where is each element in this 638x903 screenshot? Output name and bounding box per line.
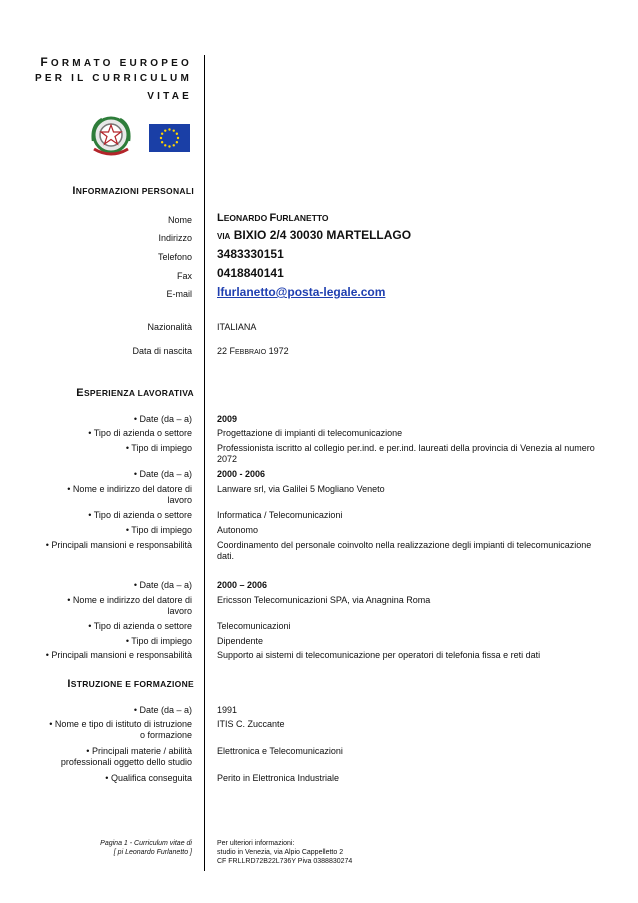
section-title-personal: INFORMAZIONI PERSONALI [72, 185, 194, 197]
job3-date-label: • Date (da – a) [133, 580, 192, 590]
edu-subjects-label: • Principali materie / abilità professionali oggetto dello studio [60, 746, 192, 767]
value-fax: 0418840141 [217, 266, 284, 280]
job2-sector: Informatica / Telecomunicazioni [217, 510, 343, 520]
job2-date: 2000 - 2006 [217, 469, 266, 479]
eu-star-icon [164, 144, 166, 146]
job3-date: 2000 – 2006 [217, 580, 268, 590]
eu-star-icon [161, 133, 163, 135]
job2-duties: Coordinamento del personale coinvolto nella realizzazione degli impianti di telecomunicazione dati. [217, 540, 592, 561]
job3-duties-label: • Principali mansioni e responsabilità [45, 650, 192, 660]
job1-type: Professionista iscritto al collegio per.ind. e per.ind. laureati della provincia di Venezia al numero 2072 [217, 443, 595, 464]
label-address: Indirizzo [158, 233, 192, 243]
label-phone: Telefono [157, 252, 192, 262]
section-title-education: ISTRUZIONE E FORMAZIONE [67, 678, 194, 690]
eu-flag-icon [149, 124, 190, 152]
edu-school-label: • Nome e tipo di istituto di istruzione o formazione [49, 719, 192, 740]
value-nationality: ITALIANA [217, 322, 257, 332]
italian-emblem-icon [88, 113, 134, 159]
label-email: E-mail [166, 289, 192, 299]
label-birth-date: Data di nascita [132, 346, 192, 356]
job2-employer-label: • Nome e indirizzo del datore di lavoro [67, 484, 192, 505]
footer-page-info: Pagina 1 - Curriculum vitae di [ pi Leonardo Furlanetto ] [100, 840, 192, 856]
eu-star-icon [161, 141, 163, 143]
job1-sector: Progettazione di impianti di telecomunicazione [217, 428, 403, 438]
eu-star-icon [176, 133, 178, 135]
job1-type-label: • Tipo di impiego [125, 443, 192, 453]
doc-title-line3: VITAE [147, 91, 192, 102]
value-name: LEONARDO FURLANETTO [217, 212, 329, 224]
label-nationality: Nazionalità [147, 322, 192, 332]
eu-star-icon [173, 144, 175, 146]
eu-star-icon [168, 145, 170, 147]
job2-sector-label: • Tipo di azienda o settore [88, 510, 192, 520]
job2-type-label: • Tipo di impiego [125, 525, 192, 535]
label-fax: Fax [176, 271, 192, 281]
doc-title-line2: PER IL CURRICULUM [35, 73, 192, 84]
value-email-link[interactable]: lfurlanetto@posta-legale.com [217, 285, 386, 299]
edu-qualification: Perito in Elettronica Industriale [217, 773, 340, 783]
job3-sector: Telecomunicazioni [217, 621, 291, 631]
eu-star-icon [173, 129, 175, 131]
edu-school: ITIS C. Zuccante [217, 719, 285, 729]
edu-qualification-label: • Qualifica conseguita [105, 773, 192, 783]
eu-star-icon [177, 137, 179, 139]
job3-employer-label: • Nome e indirizzo del datore di lavoro [67, 595, 192, 616]
edu-date-label: • Date (da – a) [133, 705, 192, 715]
job3-employer: Ericsson Telecomunicazioni SPA, via Anagnina Roma [217, 595, 431, 605]
value-address: VIA BIXIO 2/4 30030 MARTELLAGO [217, 228, 412, 242]
section-title-work: ESPERIENZA LAVORATIVA [76, 387, 194, 399]
job1-date: 2009 [217, 414, 238, 424]
job3-duties: Supporto ai sistemi di telecomunicazione per operatori di telefonia fissa e reti dati [217, 650, 541, 660]
edu-date: 1991 [217, 705, 238, 715]
job1-date-label: • Date (da – a) [133, 414, 192, 424]
value-birth-date: 22 FEBBRAIO 1972 [217, 346, 289, 356]
job3-sector-label: • Tipo di azienda o settore [88, 621, 192, 631]
value-phone: 3483330151 [217, 247, 284, 261]
job2-type: Autonomo [217, 525, 259, 535]
footer-contact-info: Per ulteriori informazioni: studio in Venezia, via Alpio Cappelletto 2 CF FRLLRD72B22L736Y Piva 0388830274 [217, 840, 353, 865]
label-name: Nome [167, 215, 192, 225]
eu-star-icon [176, 141, 178, 143]
eu-star-icon [164, 129, 166, 131]
eu-star-icon [168, 128, 170, 130]
job2-duties-label: • Principali mansioni e responsabilità [45, 540, 192, 550]
job3-type: Dipendente [217, 636, 264, 646]
eu-star-icon [160, 137, 162, 139]
job2-date-label: • Date (da – a) [133, 469, 192, 479]
job1-sector-label: • Tipo di azienda o settore [88, 428, 192, 438]
column-divider [204, 55, 205, 871]
doc-title-line1: FORMATO EUROPEO [40, 55, 192, 69]
job2-employer: Lanware srl, via Galilei 5 Mogliano Veneto [217, 484, 385, 494]
edu-subjects: Elettronica e Telecomunicazioni [217, 746, 343, 756]
job3-type-label: • Tipo di impiego [125, 636, 192, 646]
